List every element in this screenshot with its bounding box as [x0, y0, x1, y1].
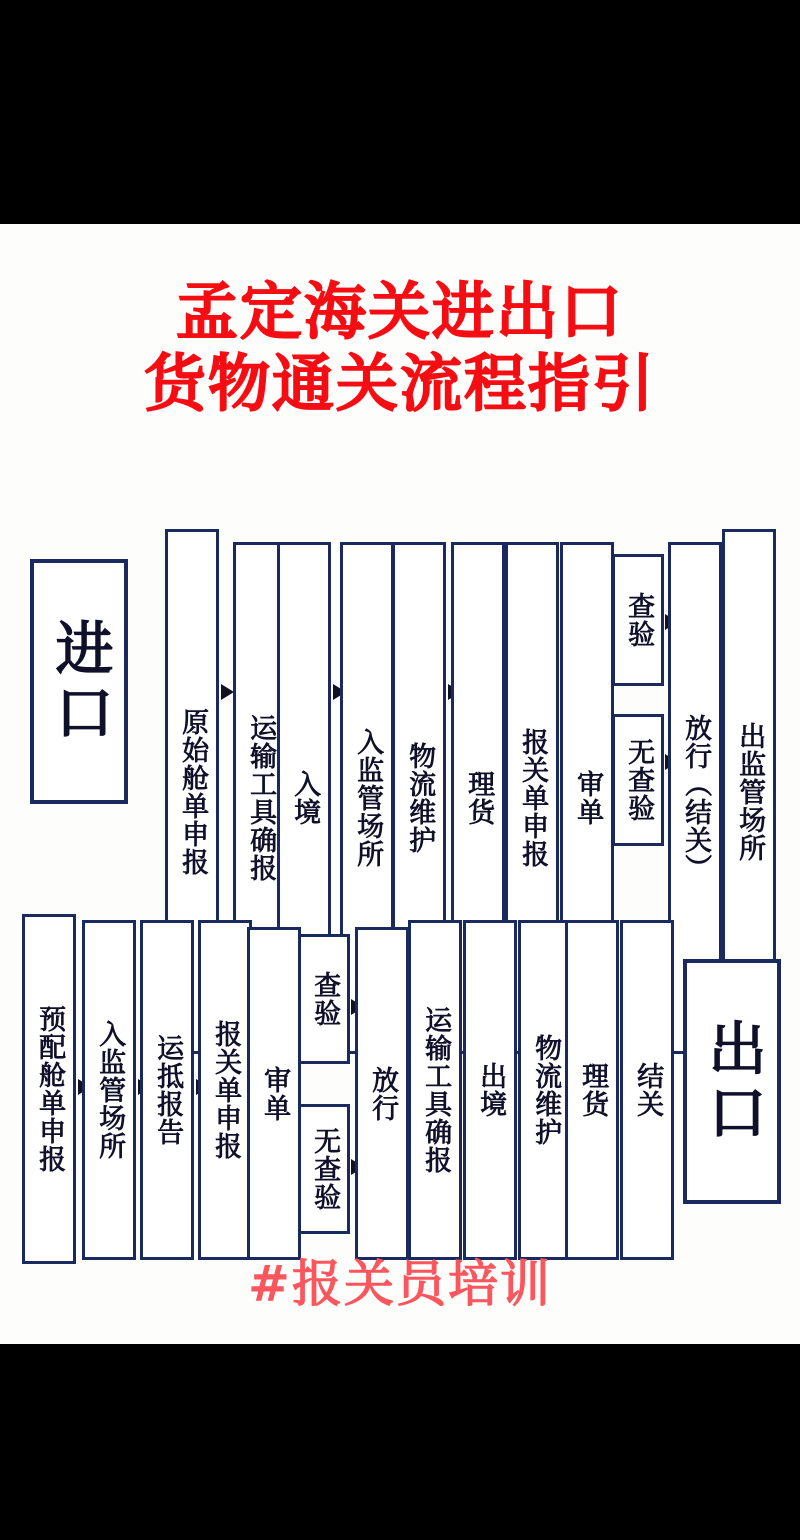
import-step-10-label: 无查验 [623, 738, 655, 822]
title-line-2: 货物通关流程指引 [143, 346, 656, 420]
export-step-10-label: 出境 [475, 1062, 507, 1118]
export-step-8-release [355, 927, 409, 1260]
export-step-11 [518, 920, 572, 1260]
import-step-1-label: 原始舱单申报 [177, 707, 209, 876]
export-step-5 [247, 927, 301, 1260]
export-step-7-no-inspection [298, 1104, 350, 1234]
export-step-4-label: 报关单申报 [210, 1020, 242, 1160]
import-label-text: 进口 [45, 617, 114, 746]
export-step-8-label: 放行 [367, 1065, 399, 1122]
import-step-6-label: 理货 [463, 770, 495, 826]
page-title [0, 276, 800, 420]
export-step-1 [22, 914, 76, 1264]
import-step-4-label: 入监管场所 [352, 728, 384, 868]
export-step-12 [565, 920, 619, 1260]
export-step-5-label: 审单 [259, 1065, 291, 1122]
import-step-12-label: 出监管场所 [734, 721, 766, 862]
hashtag-text: #报关员培训 [248, 1255, 552, 1313]
export-step-12-label: 理货 [577, 1062, 609, 1118]
export-step-4 [198, 920, 252, 1260]
import-step-11-label: 放行（结关） [680, 714, 712, 882]
import-label-box [30, 559, 128, 804]
export-step-7-label: 无查验 [309, 1127, 341, 1211]
export-step-3 [140, 920, 194, 1260]
import-step-2-label: 运输工具确报 [245, 714, 277, 882]
export-step-9 [408, 920, 462, 1260]
export-step-2-label: 入监管场所 [94, 1020, 126, 1160]
import-step-9-label: 查验 [623, 592, 655, 648]
import-step-5-label: 物流维护 [404, 742, 436, 854]
export-step-3-label: 运抵报告 [152, 1034, 184, 1146]
import-step-8-label: 审单 [572, 770, 604, 826]
export-step-13 [620, 920, 674, 1260]
poster-canvas [0, 224, 800, 1344]
title-line-1: 孟定海关进出口 [175, 275, 624, 348]
export-step-11-label: 物流维护 [530, 1034, 562, 1146]
export-step-10 [463, 920, 517, 1260]
export-step-6-label: 查验 [309, 971, 341, 1027]
export-label-box [683, 959, 781, 1204]
export-step-9-label: 运输工具确报 [420, 1006, 452, 1174]
export-step-2 [82, 920, 136, 1260]
export-step-1-label: 预配舱单申报 [34, 1005, 66, 1173]
import-step-3-label: 入境 [289, 770, 321, 826]
import-step-9-inspection [612, 554, 664, 686]
export-label-text: 出口 [698, 1017, 767, 1146]
import-step-7-label: 报关单申报 [517, 728, 549, 868]
export-step-6-inspection [298, 934, 350, 1064]
import-step-10-no-inspection [612, 714, 664, 846]
export-step-13-label: 结关 [632, 1062, 664, 1118]
